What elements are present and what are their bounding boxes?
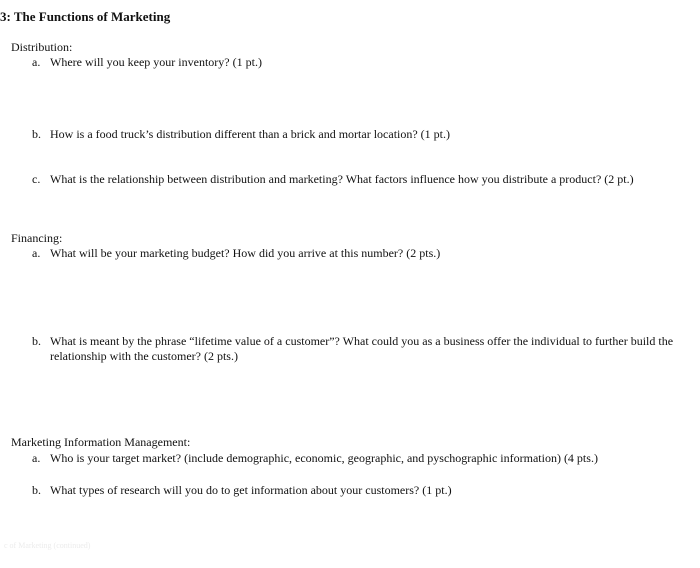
faint-bleed-text: c of Marketing (continued) [4, 541, 91, 550]
question-marker: b. [32, 127, 41, 141]
question-marker: a. [32, 55, 41, 69]
question-text: Who is your target market? (include demographic, economic, geographic, and pyschographic information) (4 pts.) [50, 451, 598, 465]
question-financing-b [32, 334, 696, 364]
question-marker: a. [32, 451, 41, 465]
question-text: What is the relationship between distribution and marketing? What factors influence how you distribute a product? (2 pt.) [50, 172, 634, 186]
question-marker: c. [32, 172, 41, 186]
question-distribution-a [32, 55, 696, 70]
question-text: What will be your marketing budget? How did you arrive at this number? (2 pts.) [50, 246, 441, 260]
question-distribution-c [32, 172, 696, 187]
question-financing-a [32, 246, 696, 261]
question-text: What types of research will you do to get information about your customers? (1 pt.) [50, 483, 452, 497]
question-marker: b. [32, 483, 41, 497]
section-heading-distribution: Distribution: [11, 40, 73, 54]
question-mim-b [32, 483, 696, 498]
question-marker: a. [32, 246, 41, 260]
question-mim-a [32, 451, 696, 466]
question-marker: b. [32, 334, 41, 348]
section-heading-marketing-information-management: Marketing Information Management: [11, 435, 191, 449]
section-heading-financing: Financing: [11, 231, 63, 245]
question-distribution-b [32, 127, 696, 142]
question-text: How is a food truck’s distribution different than a brick and mortar location? (1 pt.) [50, 127, 451, 141]
question-text: Where will you keep your inventory? (1 pt.) [50, 55, 262, 69]
question-text: What is meant by the phrase “lifetime value of a customer”? What could you as a business offer the individual to further build the relationship with the customer? (2 pts.) [50, 334, 674, 363]
page-title: 3: The Functions of Marketing [0, 9, 171, 24]
